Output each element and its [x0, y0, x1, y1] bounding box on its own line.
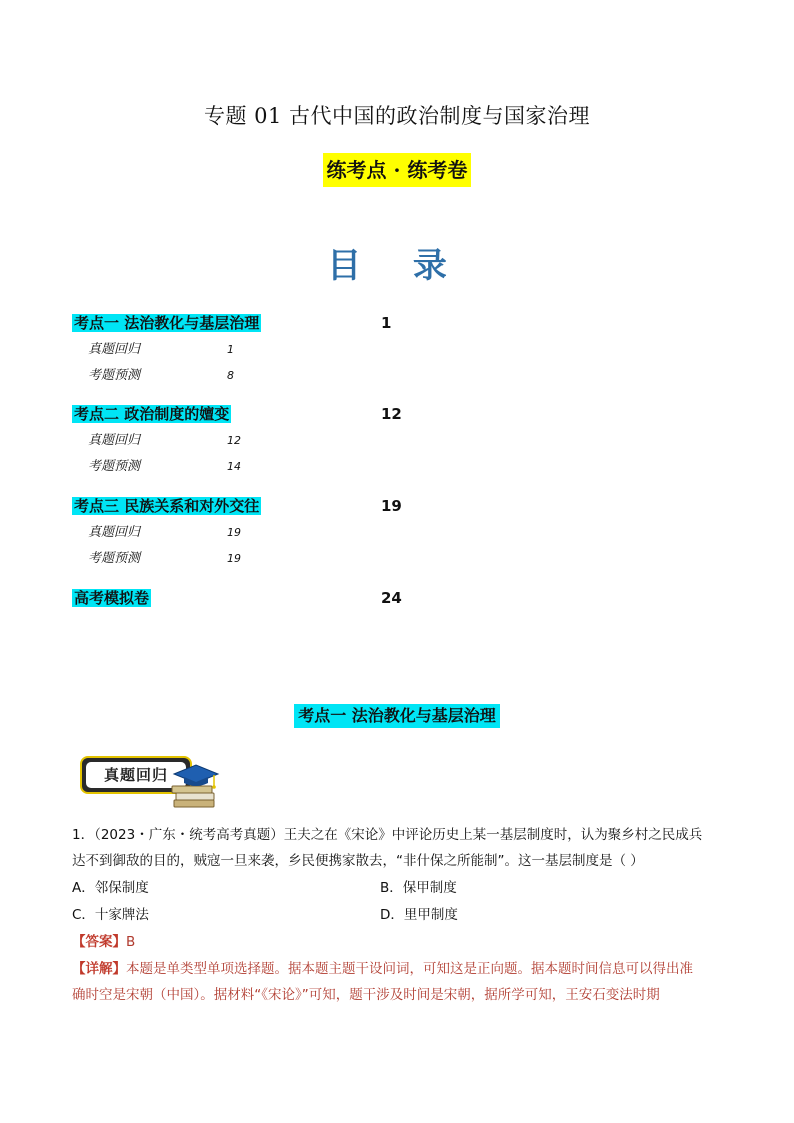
toc-entry-2-sub-2[interactable]: 考题预测 [88, 459, 141, 474]
toc-entry-4[interactable] [72, 587, 151, 609]
toc-entry-3-sub-2[interactable]: 考题预测 [88, 551, 141, 566]
toc-entry-1-sub-1[interactable]: 真题回归 [88, 342, 141, 357]
toc-entry-4-label: 高考模拟卷 [74, 589, 150, 607]
toc-entry-3-page: 19 [381, 497, 402, 515]
question-line-1: 1．（2023・广东・统考高考真题）王夫之在《宋论》中评论历史上某一基层制度时，认为聚乡村之民成兵 [72, 827, 703, 843]
toc-title: 目 录 [327, 246, 467, 286]
document-subtitle: 练考点 · 练考卷 [323, 153, 472, 187]
detail-line-1 [72, 956, 728, 982]
document-title: 专题 01 古代中国的政治制度与国家治理 [203, 104, 591, 128]
option-b[interactable]: B．保甲制度 [380, 880, 457, 896]
section-badge-label: 真题回归 [86, 762, 186, 788]
toc-entry-4-page: 24 [381, 589, 402, 607]
detail-tag: 【详解】 [72, 961, 126, 977]
toc-entry-1[interactable] [72, 312, 261, 334]
option-d[interactable]: D．里甲制度 [380, 907, 458, 923]
subtitle-container [0, 153, 794, 187]
toc-entry-1-sub-2-page: 8 [227, 369, 234, 382]
toc-entry-1-label: 考点一 法治教化与基层治理 [74, 314, 260, 332]
detail-text-1: 本题是单类型单项选择题。据本题主题干设问词，可知这是正向题。据本题时间信息可以得出准 [126, 961, 693, 977]
toc-entry-2[interactable] [72, 403, 231, 425]
option-c[interactable]: C．十家牌法 [72, 907, 149, 923]
toc-entry-3-label: 考点三 民族关系和对外交往 [74, 497, 260, 515]
section-heading-container [0, 704, 794, 728]
toc-entry-1-sub-2[interactable]: 考题预测 [88, 368, 141, 383]
toc-entry-2-sub-1-page: 12 [227, 434, 241, 447]
question-line-2: 达不到御敌的目的，贼寇一旦来袭，乡民便携家散去，“非什保之所能制”。这一基层制度是（ ） [72, 853, 644, 869]
option-a[interactable]: A．邻保制度 [72, 880, 149, 896]
toc-entry-2-sub-1[interactable]: 真题回归 [88, 433, 141, 448]
detail-line-2: 确时空是宋朝（中国）。据材料“《宋论》”可知，题干涉及时间是宋朝，据所学可知，王安石变法时期 [72, 987, 660, 1003]
toc-entry-3[interactable] [72, 495, 261, 517]
answer-value: B [126, 934, 136, 950]
books-graduation-cap-icon [166, 762, 222, 810]
answer-line [72, 929, 728, 955]
toc-entry-2-sub-2-page: 14 [227, 460, 241, 473]
toc-entry-1-page: 1 [381, 314, 392, 332]
toc-entry-1-sub-1-page: 1 [227, 343, 234, 356]
answer-tag: 【答案】 [72, 934, 126, 950]
toc-entry-2-label: 考点二 政治制度的嬗变 [74, 405, 230, 423]
toc-entry-3-sub-1-page: 19 [227, 526, 241, 539]
section-heading: 考点一 法治教化与基层治理 [294, 704, 500, 728]
toc-entry-2-page: 12 [381, 405, 402, 423]
toc-entry-3-sub-1[interactable]: 真题回归 [88, 525, 141, 540]
toc-entry-3-sub-2-page: 19 [227, 552, 241, 565]
